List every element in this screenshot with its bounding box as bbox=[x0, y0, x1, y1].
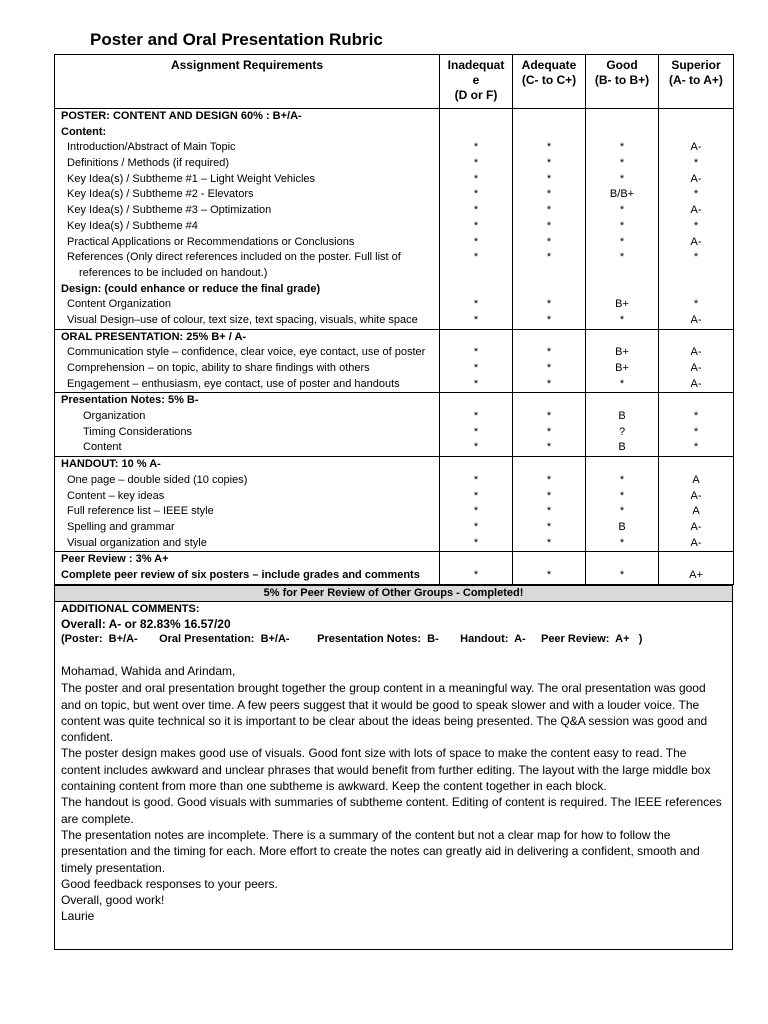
rating-mark: * bbox=[619, 251, 625, 264]
header-inadequate-line: (D or F) bbox=[454, 88, 498, 102]
rating-mark: B+ bbox=[615, 346, 629, 359]
rating-mark bbox=[586, 552, 658, 568]
rating-mark: * bbox=[619, 219, 625, 232]
rubric-section bbox=[55, 109, 734, 330]
rating-mark bbox=[440, 282, 512, 298]
rating-mark: * bbox=[619, 377, 625, 390]
criterion-label: Timing Considerations bbox=[83, 425, 193, 438]
rating-mark: A- bbox=[690, 313, 702, 326]
rating-mark bbox=[659, 457, 733, 473]
criterion-label: Full reference list – IEEE style bbox=[67, 505, 214, 518]
rating-mark: * bbox=[546, 441, 552, 454]
requirements-cell bbox=[55, 393, 440, 457]
rating-mark bbox=[513, 109, 585, 125]
rating-mark: A- bbox=[690, 172, 702, 185]
criterion-label: Organization bbox=[83, 410, 146, 423]
good-cell bbox=[586, 329, 659, 393]
criterion-label: Key Idea(s) / Subtheme #1 – Light Weight Vehicles bbox=[67, 172, 316, 185]
rating-mark: * bbox=[473, 505, 479, 518]
comment-paragraph: The poster and oral presentation brought together the group content in a meaningful way. The oral presentation was good and on topic, but went over time. A few peers suggest that it would be good to speak slower and with a louder voice. The content was quite technical so it is important to be clear about the ideas being presented. The Q&A session was good and confident. bbox=[61, 681, 708, 745]
criterion-label: Content bbox=[83, 441, 122, 454]
criterion-label: references to be included on handout.) bbox=[79, 266, 268, 279]
inadequate-cell bbox=[440, 552, 513, 584]
rating-mark: * bbox=[473, 377, 479, 390]
rating-mark: A- bbox=[690, 346, 702, 359]
rating-mark: * bbox=[473, 172, 479, 185]
rating-mark: * bbox=[473, 489, 479, 502]
rating-mark: * bbox=[473, 251, 479, 264]
rating-mark: ? bbox=[618, 425, 626, 438]
inadequate-cell bbox=[440, 457, 513, 552]
rating-mark: * bbox=[693, 298, 699, 311]
rating-mark: * bbox=[473, 157, 479, 170]
rating-mark: A- bbox=[690, 536, 702, 549]
superior-cell bbox=[659, 329, 734, 393]
rating-mark: * bbox=[619, 141, 625, 154]
rating-mark: * bbox=[546, 313, 552, 326]
comment-paragraph: The poster design makes good use of visuals. Good font size with lots of space to make the content easy to read. The content includes awkward and unclear phrases that would benefit from further editing. The layout with the large middle box containing content from more than one subtheme is awkward. Keep the content together in each block. bbox=[61, 746, 711, 794]
rating-mark: * bbox=[546, 219, 552, 232]
good-cell bbox=[586, 552, 659, 584]
comment-body bbox=[61, 663, 726, 925]
rating-mark: * bbox=[473, 188, 479, 201]
rating-mark: * bbox=[473, 204, 479, 217]
header-superior bbox=[659, 55, 734, 109]
rating-mark: * bbox=[619, 235, 625, 248]
rating-mark: B+ bbox=[615, 362, 629, 374]
rating-mark: * bbox=[546, 362, 552, 374]
rubric-table bbox=[54, 54, 734, 585]
rating-mark bbox=[586, 330, 658, 346]
rating-mark: * bbox=[619, 568, 625, 581]
rubric-section bbox=[55, 457, 734, 552]
superior-cell bbox=[659, 457, 734, 552]
criterion-label: Visual organization and style bbox=[67, 536, 207, 549]
rating-mark: * bbox=[546, 568, 552, 581]
comment-paragraph: Good feedback responses to your peers. bbox=[61, 876, 278, 891]
rating-mark: * bbox=[473, 219, 479, 232]
rating-mark bbox=[586, 457, 658, 473]
rating-mark: * bbox=[546, 489, 552, 502]
criterion-label: Content Organization bbox=[67, 298, 171, 311]
rating-mark: B bbox=[618, 410, 626, 423]
rating-mark: * bbox=[693, 410, 699, 423]
salutation: Mohamad, Wahida and Arindam, bbox=[61, 664, 236, 678]
rating-mark: * bbox=[619, 313, 625, 326]
section-heading: POSTER: CONTENT AND DESIGN 60% : B+/A- bbox=[61, 110, 302, 122]
comment-paragraph: Overall, good work! bbox=[61, 893, 165, 908]
grade-breakdown: (Poster: B+/A- Oral Presentation: B+/A- Presentation Notes: B- Handout: A- Peer Review: A+ ) bbox=[61, 633, 643, 645]
rating-mark: * bbox=[546, 298, 552, 311]
rating-mark: * bbox=[619, 157, 625, 170]
comments-heading: ADDITIONAL COMMENTS: bbox=[61, 603, 200, 615]
rating-mark: A- bbox=[690, 362, 702, 374]
rating-mark bbox=[586, 282, 658, 298]
rating-mark bbox=[440, 109, 512, 125]
rating-mark: * bbox=[473, 568, 479, 581]
rubric-section bbox=[55, 393, 734, 457]
comment-paragraph: The presentation notes are incomplete. There is a summary of the content but not a clear map for how to follow the presentation and the timing for each. More effort to create the notes can greatly aid in delivering a confident, smooth and timely presentation. bbox=[61, 827, 700, 875]
rating-mark bbox=[513, 282, 585, 298]
rating-mark bbox=[659, 330, 733, 346]
criterion-label: Engagement – enthusiasm, eye contact, use of poster and handouts bbox=[67, 377, 400, 390]
criterion-label: Visual Design–use of colour, text size, text spacing, visuals, white space bbox=[67, 313, 418, 326]
section-heading: Design: (could enhance or reduce the final grade) bbox=[61, 282, 321, 295]
superior-cell bbox=[659, 109, 734, 330]
rating-mark bbox=[513, 393, 585, 409]
rating-mark bbox=[513, 125, 585, 141]
criterion-label: Key Idea(s) / Subtheme #3 – Optimization bbox=[67, 204, 272, 217]
rating-mark: * bbox=[546, 204, 552, 217]
rating-mark: B+ bbox=[615, 298, 629, 311]
criterion-label: References (Only direct references included on the poster. Full list of bbox=[67, 251, 401, 264]
rating-mark: * bbox=[473, 298, 479, 311]
rating-mark: * bbox=[473, 362, 479, 374]
rating-mark: * bbox=[546, 520, 552, 533]
rating-mark: * bbox=[546, 536, 552, 549]
additional-comments-box bbox=[54, 601, 733, 950]
rating-mark: * bbox=[619, 505, 625, 518]
rating-mark: A- bbox=[690, 489, 702, 502]
adequate-cell bbox=[513, 457, 586, 552]
good-cell bbox=[586, 457, 659, 552]
comment-paragraph: The handout is good. Good visuals with summaries of subtheme content. Editing of content is required. The IEEE references are complete. bbox=[61, 795, 722, 826]
section-heading: Content: bbox=[61, 125, 107, 138]
rating-mark: A- bbox=[690, 141, 702, 154]
rating-mark bbox=[659, 552, 733, 568]
rating-mark: * bbox=[693, 441, 699, 454]
section-heading: Peer Review : 3% A+ bbox=[61, 553, 169, 566]
rating-mark: B bbox=[618, 441, 626, 454]
rating-mark: A- bbox=[690, 235, 702, 248]
rating-mark: * bbox=[546, 410, 552, 423]
requirements-cell bbox=[55, 457, 440, 552]
rubric-header-row bbox=[55, 55, 734, 109]
requirements-cell bbox=[55, 329, 440, 393]
overall-grade: Overall: A- or 82.83% 16.57/20 bbox=[61, 617, 231, 631]
rating-mark bbox=[659, 266, 733, 282]
good-cell bbox=[586, 393, 659, 457]
rating-mark: A- bbox=[690, 377, 702, 390]
adequate-cell bbox=[513, 552, 586, 584]
rating-mark: A+ bbox=[689, 568, 703, 581]
rating-mark: * bbox=[473, 520, 479, 533]
rating-mark: A bbox=[692, 473, 700, 486]
rating-mark bbox=[440, 266, 512, 282]
rating-mark: * bbox=[473, 536, 479, 549]
rating-mark bbox=[440, 330, 512, 346]
page-title: Poster and Oral Presentation Rubric bbox=[90, 30, 383, 49]
adequate-cell bbox=[513, 109, 586, 330]
rating-mark: * bbox=[693, 188, 699, 201]
rating-mark: * bbox=[546, 235, 552, 248]
rating-mark: * bbox=[473, 410, 479, 423]
rating-mark: * bbox=[546, 172, 552, 185]
rating-mark: * bbox=[473, 473, 479, 486]
header-inadequate bbox=[440, 55, 513, 109]
rating-mark: * bbox=[473, 235, 479, 248]
rating-mark: * bbox=[473, 425, 479, 438]
inadequate-cell bbox=[440, 393, 513, 457]
rating-mark bbox=[586, 393, 658, 409]
criterion-label: Comprehension – on topic, ability to share findings with others bbox=[67, 362, 370, 374]
peer-review-banner: 5% for Peer Review of Other Groups - Completed! bbox=[54, 585, 733, 602]
rating-mark: * bbox=[619, 536, 625, 549]
rating-mark: B bbox=[618, 520, 626, 533]
rubric-section bbox=[55, 552, 734, 584]
rating-mark bbox=[513, 457, 585, 473]
section-heading: HANDOUT: 10 % A- bbox=[61, 458, 161, 471]
rating-mark: B/B+ bbox=[609, 188, 635, 201]
criterion-label: Key Idea(s) / Subtheme #2 - Elevators bbox=[67, 188, 254, 201]
rating-mark: * bbox=[546, 377, 552, 390]
rating-mark: * bbox=[546, 346, 552, 359]
rating-mark bbox=[440, 552, 512, 568]
inadequate-cell bbox=[440, 109, 513, 330]
rating-mark: * bbox=[619, 204, 625, 217]
rating-mark bbox=[440, 457, 512, 473]
criterion-label: Definitions / Methods (if required) bbox=[67, 157, 230, 170]
criterion-label: Introduction/Abstract of Main Topic bbox=[67, 141, 236, 154]
rating-mark bbox=[659, 393, 733, 409]
criterion-label: Key Idea(s) / Subtheme #4 bbox=[67, 219, 198, 232]
criterion-label: Communication style – confidence, clear voice, eye contact, use of poster bbox=[67, 346, 426, 359]
header-inadequate-line: Inadequat bbox=[447, 58, 505, 72]
rating-mark bbox=[513, 552, 585, 568]
criterion-label: Content – key ideas bbox=[67, 489, 165, 502]
rating-mark: * bbox=[619, 172, 625, 185]
header-adequate-line: Adequate bbox=[521, 58, 577, 72]
rating-mark: A bbox=[692, 505, 700, 518]
header-good-line: Good bbox=[606, 58, 638, 72]
rating-mark: * bbox=[693, 425, 699, 438]
superior-cell bbox=[659, 552, 734, 584]
rating-mark: * bbox=[473, 313, 479, 326]
good-cell bbox=[586, 109, 659, 330]
rating-mark: * bbox=[693, 251, 699, 264]
rubric-body bbox=[55, 109, 734, 585]
header-adequate bbox=[513, 55, 586, 109]
rating-mark: * bbox=[546, 141, 552, 154]
requirements-header: Assignment Requirements bbox=[55, 55, 440, 109]
rating-mark: * bbox=[546, 188, 552, 201]
section-heading: Presentation Notes: 5% B- bbox=[61, 394, 199, 407]
adequate-cell bbox=[513, 329, 586, 393]
requirements-cell bbox=[55, 109, 440, 330]
superior-cell bbox=[659, 393, 734, 457]
rating-mark: * bbox=[473, 346, 479, 359]
rating-mark: * bbox=[546, 473, 552, 486]
header-superior-line: (A- to A+) bbox=[669, 73, 723, 87]
section-heading: Complete peer review of six posters – include grades and comments bbox=[61, 568, 420, 581]
rating-mark bbox=[440, 125, 512, 141]
header-inadequate-line: e bbox=[472, 73, 480, 87]
rating-mark: * bbox=[473, 141, 479, 154]
rating-mark bbox=[586, 109, 658, 125]
rating-mark bbox=[659, 109, 733, 125]
rating-mark: A- bbox=[690, 520, 702, 533]
rating-mark: * bbox=[546, 251, 552, 264]
rating-mark bbox=[440, 393, 512, 409]
adequate-cell bbox=[513, 393, 586, 457]
rating-mark: * bbox=[473, 441, 479, 454]
header-good bbox=[586, 55, 659, 109]
header-adequate-line: (C- to C+) bbox=[521, 73, 577, 87]
rating-mark: * bbox=[693, 219, 699, 232]
signature: Laurie bbox=[61, 909, 95, 924]
rating-mark: * bbox=[546, 425, 552, 438]
rating-mark bbox=[659, 282, 733, 298]
rating-mark bbox=[513, 266, 585, 282]
rating-mark bbox=[586, 266, 658, 282]
rating-mark: A- bbox=[690, 204, 702, 217]
rating-mark bbox=[659, 125, 733, 141]
rating-mark: * bbox=[546, 505, 552, 518]
rating-mark: * bbox=[693, 157, 699, 170]
criterion-label: Spelling and grammar bbox=[67, 520, 175, 533]
rating-mark bbox=[586, 125, 658, 141]
criterion-label: Practical Applications or Recommendations or Conclusions bbox=[67, 235, 355, 248]
rating-mark: * bbox=[619, 473, 625, 486]
requirements-cell bbox=[55, 552, 440, 584]
inadequate-cell bbox=[440, 329, 513, 393]
rubric-section bbox=[55, 329, 734, 393]
header-superior-line: Superior bbox=[671, 58, 721, 72]
rating-mark bbox=[513, 330, 585, 346]
section-heading: ORAL PRESENTATION: 25% B+ / A- bbox=[61, 330, 247, 343]
rating-mark: * bbox=[619, 489, 625, 502]
criterion-label: One page – double sided (10 copies) bbox=[67, 473, 248, 486]
rating-mark: * bbox=[546, 157, 552, 170]
header-good-line: (B- to B+) bbox=[594, 73, 650, 87]
